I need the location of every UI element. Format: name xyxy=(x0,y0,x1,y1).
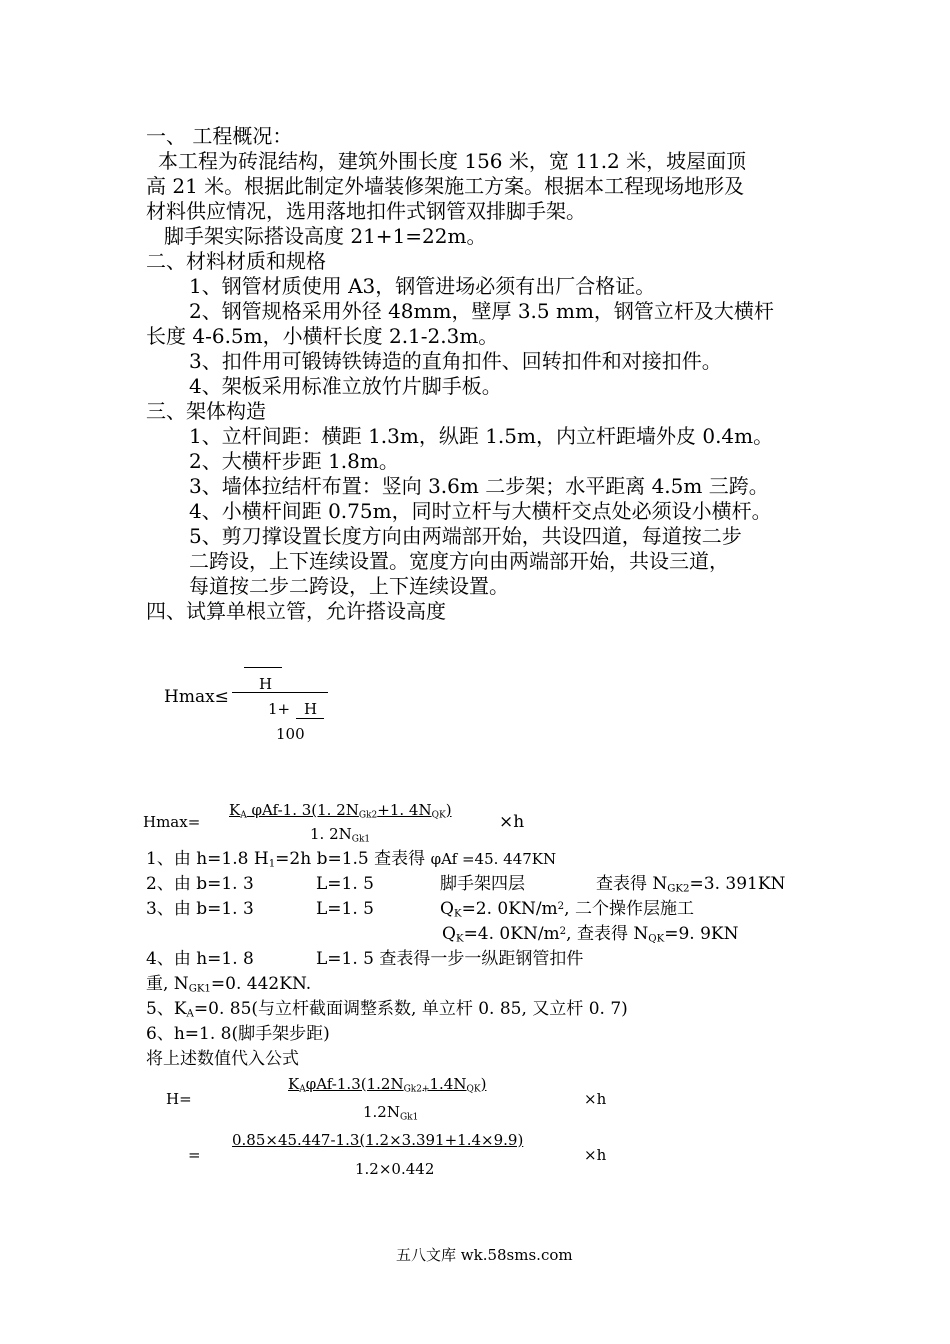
calc-item: 3、由 b=1. 3 xyxy=(146,899,254,919)
calc-item: 4、由 h=1. 8 xyxy=(146,949,254,969)
paragraph-line: 材料供应情况，选用落地扣件式钢管双排脚手架。 xyxy=(146,199,586,223)
calc-item-load: $Q_K=2$. $0KN/m^2$, 二个操作层施工 xyxy=(440,899,694,920)
calc-item-l: L=1. 5 查表得一步一纵距钢管扣件 xyxy=(316,949,584,969)
list-item: 3、扣件用可锻铸铁铸造的直角扣件、回转扣件和对接扣件。 xyxy=(189,349,722,373)
list-item: 1、钢管材质使用 A3，钢管进场必须有出厂合格证。 xyxy=(189,274,656,298)
calc-item: 1、由 h=1.8 $H_1=2h$ b=1.5 查表得 φAf =45. 447KN xyxy=(146,849,557,870)
calc-item-continued: 重, $N_{GK1}=0$. 442KN. xyxy=(146,974,312,995)
formula-times: ×h xyxy=(499,812,525,832)
calc-item-load: $Q_K=4$. $0KN/m^2$, 查表得 $N_{QK}=9$. 9KN xyxy=(442,924,739,945)
formula-numerator: H xyxy=(259,675,273,693)
formula-denominator: 1+ xyxy=(268,700,291,718)
list-item: 1、立杆间距：横距 1.3m，纵距 1.5m，内立杆距墙外皮 0.4m。 xyxy=(189,424,774,448)
formula-numerator: 0.85×45.447-1.3(1.2×3.391+1.4×9.9) xyxy=(232,1131,524,1149)
formula-lhs: = xyxy=(188,1146,201,1164)
section-3-title: 三、架体构造 xyxy=(146,399,266,423)
section-4-title: 四、试算单根立管，允许搭设高度 xyxy=(146,599,446,623)
fraction-bar xyxy=(296,718,324,719)
fraction-bar xyxy=(232,692,328,693)
calc-item-layers: 脚手架四层 xyxy=(440,874,525,894)
formula-denominator: 1.2×0.442 xyxy=(355,1160,435,1178)
list-item: 2、大横杆步距 1.8m。 xyxy=(189,449,399,473)
calc-item-l: L=1. 5 xyxy=(316,899,374,919)
calc-item-lookup: 查表得 $N_{GK2}=3$. 391KN xyxy=(596,874,786,895)
formula-times: ×h xyxy=(584,1146,607,1164)
formula-numerator: $K_A$ φAf-1. 3(1. $2N_{Gk2}+1$. $4N_{QK}$) xyxy=(229,801,452,821)
formula-numerator: $K_A\varphi Af-1.3(1.2N_{Gk2+}1.4N_{QK})$ xyxy=(288,1075,487,1095)
formula-times: ×h xyxy=(584,1090,607,1108)
paragraph-line: 高 21 米。根据此制定外墙装修架施工方案。根据本工程现场地形及 xyxy=(146,174,745,198)
page-footer: 五八文库 wk.58sms.com xyxy=(396,1246,573,1264)
formula-denominator: $1.2N_{Gk1}$ xyxy=(363,1103,419,1123)
formula-lhs: H= xyxy=(166,1090,192,1108)
list-item: 2、钢管规格采用外径 48mm，壁厚 3.5 mm，钢管立杆及大横杆 xyxy=(189,299,774,323)
overline xyxy=(244,667,282,668)
list-item-continued: 长度 4-6.5m，小横杆长度 2.1-2.3m。 xyxy=(146,324,499,348)
calc-item: 5、$K_A=0$. 85(与立杆截面调整系数, 单立杆 0. 85, 又立杆 0. 7) xyxy=(146,999,628,1020)
list-item: 3、墙体拉结杆布置：竖向 3.6m 二步架；水平距离 4.5m 三跨。 xyxy=(189,474,769,498)
list-item: 4、小横杆间距 0.75m，同时立杆与大横杆交点处必须设小横杆。 xyxy=(189,499,772,523)
calc-item: 6、h=1. 8(脚手架步距) xyxy=(146,1024,330,1044)
formula-denominator-h: H xyxy=(304,700,318,718)
calc-item: 2、由 b=1. 3 xyxy=(146,874,254,894)
formula-denominator: 1. $2N_{Gk1}$ xyxy=(310,825,371,845)
list-item-continued: 每道按二步二跨设，上下连续设置。 xyxy=(189,574,509,598)
section-2-title: 二、材料材质和规格 xyxy=(146,249,326,273)
calc-item-l: L=1. 5 xyxy=(316,874,374,894)
list-item: 5、剪刀撑设置长度方向由两端部开始，共设四道，每道按二步 xyxy=(189,524,742,548)
formula-denominator-100: 100 xyxy=(276,725,305,743)
paragraph-line: 本工程为砖混结构，建筑外围长度 156 米，宽 11.2 米，坡屋面顶 xyxy=(158,149,747,173)
section-1-title: 一、 工程概况： xyxy=(146,124,293,148)
formula-lhs: Hmax≤ xyxy=(164,687,229,707)
list-item-continued: 二跨设，上下连续设置。宽度方向由两端部开始，共设三道， xyxy=(189,549,729,573)
paragraph-line: 脚手架实际搭设高度 21+1=22m。 xyxy=(164,224,487,248)
formula-lhs: Hmax= xyxy=(143,813,201,831)
substitution-text: 将上述数值代入公式 xyxy=(146,1049,299,1069)
list-item: 4、架板采用标准立放竹片脚手板。 xyxy=(189,374,502,398)
